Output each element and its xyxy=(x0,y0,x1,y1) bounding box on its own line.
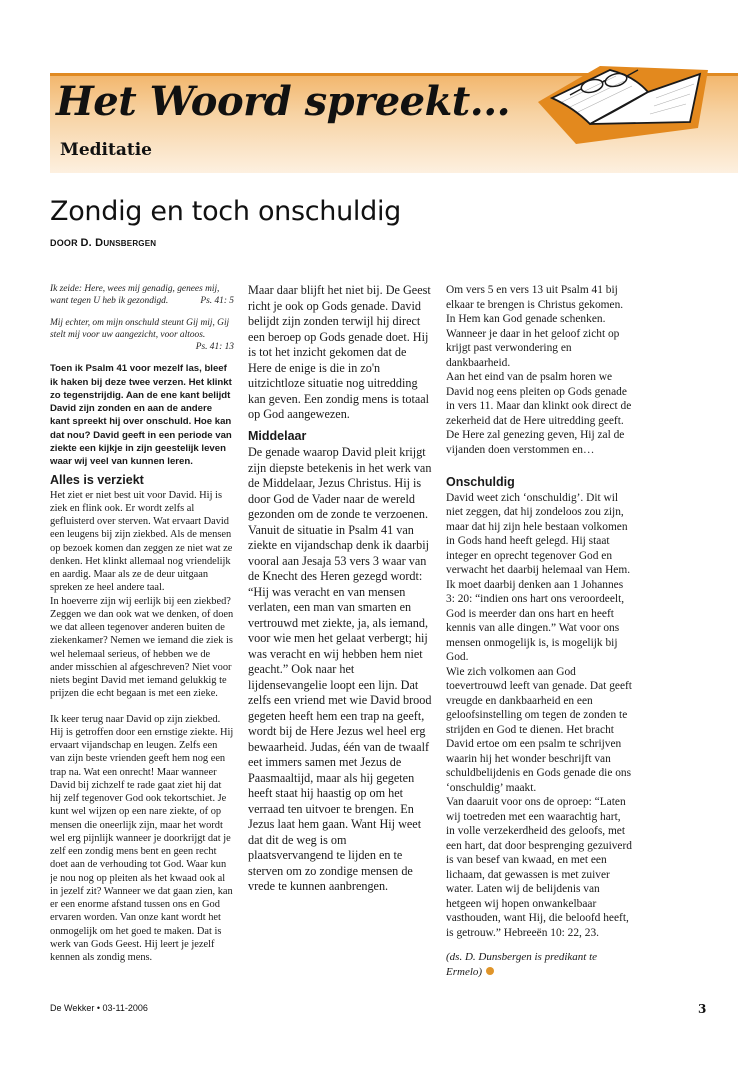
body-paragraph: De genade waarop David pleit krijgt zijn diepste betekenis in het werk van de Middelaar, Jezus Christus. Hij is door God de Vader naar de wereld gezonden om de zonde te verzoenen. xyxy=(248,445,432,521)
page-number: 3 xyxy=(698,1002,707,1016)
footer-publication: De Wekker • 03-11-2006 xyxy=(50,1003,148,1013)
author-name: D. Dunsbergen xyxy=(80,237,157,249)
body-paragraph: Vanuit de situatie in Psalm 41 van ziekte en vijandschap denk ik daarbij vooral aan Jesaja 53 vers 3 waar van de Knecht des Heren gezegd wordt: “Hij was veracht en van mensen verlaten, een man van smarten en vertrouwd met ziekte, ja, als iemand, voor wie men het gelaat verbergt; hij was veracht en wij hebben hem niet geacht.” Ook naar het lijdensevangelie loopt een lijn. Dat zelfs een vriend met wie David brood gegeten heeft hem een trap na geeft, wordt bij de Here Jezus wel heel erg bewaarheid. Judas, één van de twaalf eet immers samen met Jezus de Paasmaaltijd, maar als hij gegeten heeft staat hij haastig op om het verraad ten uitvoer te brengen. En Jezus laat hem gaan. Want Hij weet dat dit de weg is om plaatsvervangend te lijden en te sterven om zo zondige mensen de vrede te kunnen aanbrengen. xyxy=(248,522,432,893)
body-paragraph: Wie zich volkomen aan God toevertrouwd leeft van genade. Dat geeft vreugde en dankbaarheid en een geloofsinstelling om tegen de zonden te strijden en God te dienen. Het bracht David ertoe om een psalm te schrijven waarin hij het wonder beschrijft van schuldbelijdenis en Gods genade die ons ‘onschuldig’ maakt. xyxy=(446,665,632,794)
column-3 xyxy=(446,283,632,979)
column-2 xyxy=(248,283,432,895)
column-1 xyxy=(50,283,234,964)
body-paragraph: Van daaruit voor ons de oproep: “Laten wij toetreden met een waarachtig hart, in volle verzekerdheid des geloofs, met een hart, dat door besprenging gezuiverd is van besef van kwaad, en met een lichaam, dat gewassen is met zuiver water. Laten wij de belijdenis van hetgeen wij hopen onwankelbaar vasthouden, want Hij, die beloofd heeft, is getrouw.” Hebreeën 10: 22, 23. xyxy=(446,796,632,939)
author-note-text: (ds. D. Dunsbergen is predikant te Ermelo) xyxy=(446,951,598,978)
section-heading: Middelaar xyxy=(248,428,307,443)
author-note xyxy=(446,950,632,979)
scripture-quote-1 xyxy=(50,283,234,308)
body-paragraph: Ik keer terug naar David op zijn ziekbed. Hij is getroffen door een ernstige ziekte. Hij ervaart vijandschap en leugen. Zelfs een van zijn beste vrienden geeft hem nog een trap na. Wat een onrecht! Maar wanneer David bij zichzelf te rade gaat ziet hij dat hij zelf tegenover God ook tekortschiet. Je kunt wel wijzen op een nare ziekte, of op mensen die oneerlijk zijn, maar het wordt wel erg pijnlijk wanneer je doorkrijgt dat je zelf een zondig mens bent en geen recht doet aan de verhouding tot God. Waar kun je nou nog op pleiten als het kwaad ook al in jezelf zit? Wanneer we dat gaan zien, kan er een enorme afstand tussen ons en God ervaren worden. Van onze kant wordt het onmogelijk om het goed te maken. Dat is werk van Gods Geest. Hij leert je jezelf kennen als zondig mens. xyxy=(50,713,234,963)
article-title: Zondig en toch onschuldig xyxy=(50,196,401,227)
body-paragraph: Aan het eind van de psalm horen we David nog eens pleiten op Gods genade in vers 11. Maar dan klinkt ook direct de zekerheid dat de Here uitredding geeft. De Here zal genezing geven, Hij zal de vijanden doen verstommen en… xyxy=(446,371,632,456)
body-paragraph: In hoeverre zijn wij eerlijk bij een ziekbed? Zeggen we dan ook wat we denken, of doen we dat alleen tegenover anderen buiten de ziekenkamer? Nemen we iemand die ziek is wel helemaal serieus, of hebben we de ander misschien al afgeschreven? Niet voor niets begint David met iemand gelukkig te prijzen die echt begaan is met een zieke. xyxy=(50,595,234,700)
quote-reference: Ps. 41: 5 xyxy=(200,296,234,307)
section-heading: Onschuldig xyxy=(446,475,515,489)
section-heading: Alles is verziekt xyxy=(50,473,144,488)
quote-text: Mij echter, om mijn onschuld steunt Gij mij, Gij stelt mij voor uw aangezicht, voor altoos. xyxy=(50,317,230,340)
body-paragraph: Om vers 5 en vers 13 uit Psalm 41 bij elkaar te brengen is Christus gekomen. In Hem kan God genade schenken. Wanneer je daar in het geloof zicht op krijgt past verwondering en dankbaarheid. xyxy=(446,284,624,369)
body-paragraph: Maar daar blijft het niet bij. De Geest richt je ook op Gods genade. David belijdt zijn zonden terwijl hij direct een beroep op Gods genade doet. Hij is tot het inzicht gekomen dat de Here de enige is die in zo'n uitzichtloze situatie nog uitredding kan geven. Een zondig mens is totaal op God aangewezen. xyxy=(248,283,431,421)
lead-paragraph: Toen ik Psalm 41 voor mezelf las, bleef ik haken bij deze twee verzen. Het klinkt zo tegenstrijdig. Aan de ene kant belijdt David zijn zonden en aan de andere kant spreekt hij over onschuld. Hoe kan dat nou? David geeft in een periode van ziekte een kijkje in zijn geestelijk leven waar wij veel van kunnen leren. xyxy=(50,363,232,467)
byline-prefix: DOOR xyxy=(50,238,78,248)
quote-text: Ik zeide: Here, wees mij genadig, genees mij, want tegen U heb ik gezondigd. xyxy=(50,284,220,307)
body-paragraph: Het ziet er niet best uit voor David. Hij is ziek en flink ook. Er wordt zelfs al gefluisterd over sterven. Wat ervaart David een leugens bij zijn ziekbed. Als de mensen op bezoek komen dan zeggen ze niet wat ze denken. Het klinkt allemaal nog vriendelijk en aardig. Maar als ze de deur uitgaan spreken ze heel andere taal. xyxy=(50,489,233,594)
quote-reference: Ps. 41: 13 xyxy=(195,342,234,352)
byline xyxy=(50,237,156,249)
page-title: Het Woord spreekt... xyxy=(56,78,511,125)
scripture-quote-2 xyxy=(50,317,234,354)
end-mark-icon xyxy=(486,967,494,975)
body-paragraph: David weet zich ‘onschuldig’. Dit wil niet zeggen, dat hij zondeloos zou zijn, maar dat hij zijn hele bestaan volkomen in Gods hand heeft gelegd. Hij staat integer en oprecht tegenover God en verwacht het daarbij helemaal van Hem. Ik moet daarbij denken aan 1 Johannes 3: 20: “indien ons hart ons veroordeelt, God is meerder dan ons hart en heeft kennis van alle dingen.” Wat voor ons mensen onmogelijk is, is mogelijk bij God. xyxy=(446,491,631,663)
open-book-with-glasses-icon xyxy=(530,40,720,150)
section-label: Meditatie xyxy=(60,140,152,160)
